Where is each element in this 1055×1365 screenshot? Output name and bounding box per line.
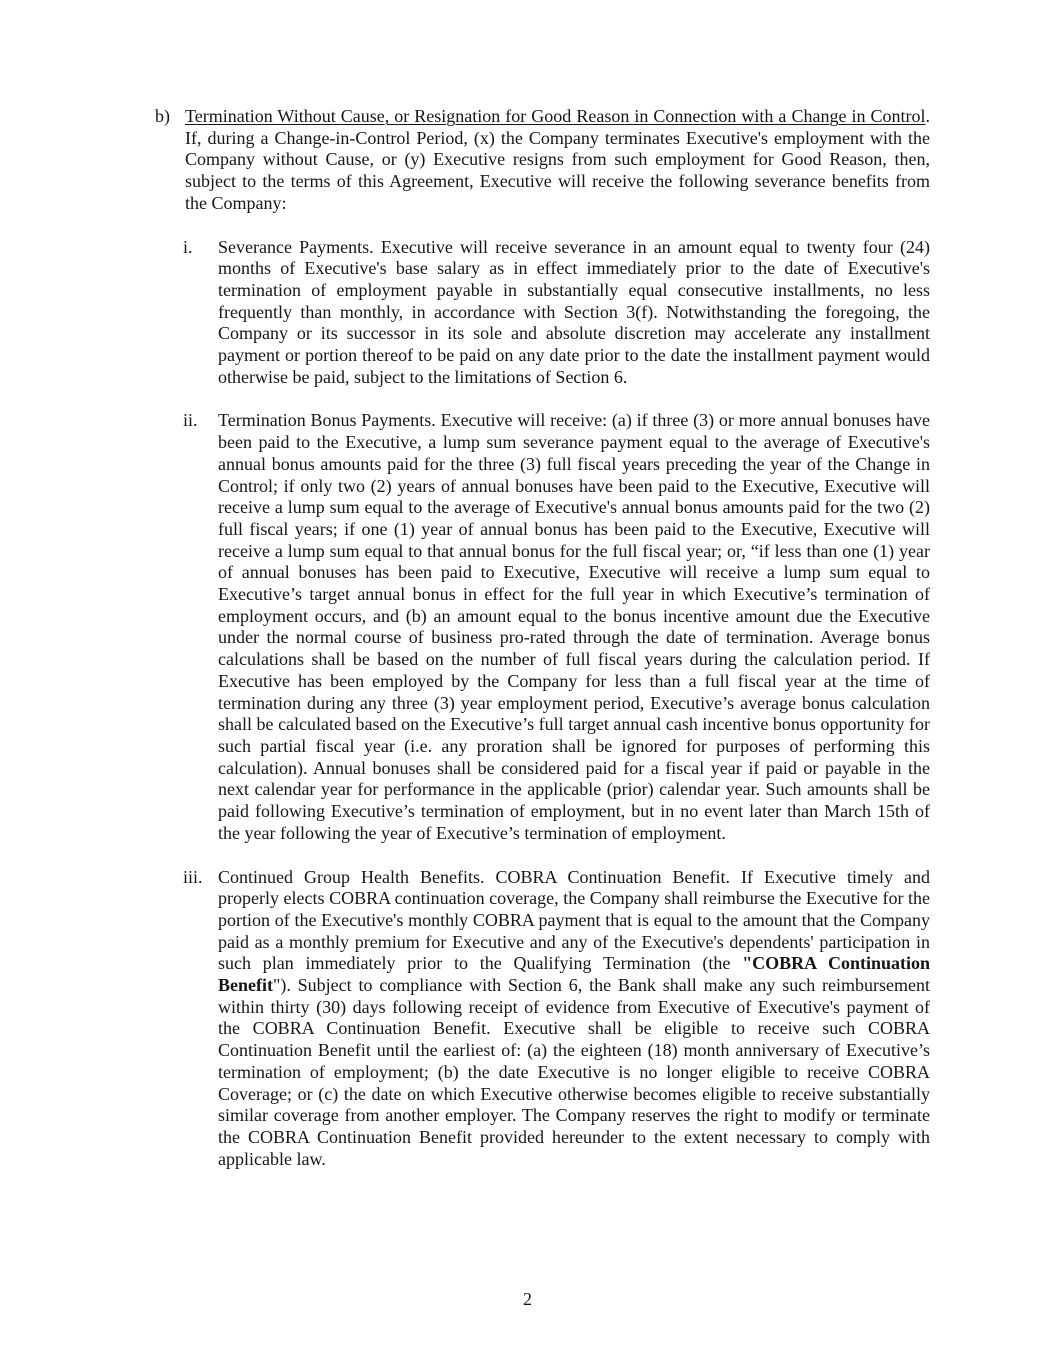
item-marker-i: i. <box>183 236 193 257</box>
severance-payments-text: Severance Payments. Executive will receive severance in an amount equal to twenty four (24) months of Executive's base salary as in effect immediately prior to the date of Executive's termination of employment payable in substantially equal consecutive installments, no less frequently than monthly, in accordance with Section 3(f). Notwithstanding the foregoing, the Company or its successor in its sole and absolute discretion may accelerate any installment payment or portion thereof to be paid on any date prior to the date the installment payment would otherwise be paid, subject to the limitations of Section 6. <box>218 236 930 387</box>
section-b-intro: . If, during a Change-in-Control Period, (x) the Company terminates Executive's employment with the Company without Cause, or (y) Executive resigns from such employment for Good Reason, then, subject to the terms of this Agreement, Executive will receive the following severance benefits from the Company: <box>185 106 930 213</box>
item-marker-ii: ii. <box>183 410 198 431</box>
continued-group-health-benefits-text <box>218 867 930 1171</box>
document-content <box>155 106 930 1170</box>
continued-group-health-benefits-item <box>183 867 930 1171</box>
cobra-defined-term: "COBRA Continuation Benefit <box>218 953 930 996</box>
cobra-text-after-defined-term: "). Subject to compliance with Section 6, the Bank shall make any such reimbursement within thirty (30) days following receipt of evidence from Executive of Executive's payment of the COBRA Continuation Benefit. Executive shall be eligible to receive such COBRA Continuation Benefit until the earliest of: (a) the eighteen (18) month anniversary of Executive’s termination of employment; (b) the date Executive is no longer eligible to receive COBRA Coverage; or (c) the date on which Executive otherwise becomes eligible to receive substantially similar coverage from another employer. The Company reserves the right to modify or terminate the COBRA Continuation Benefit provided hereunder to the extent necessary to comply with applicable law. <box>218 975 930 1169</box>
termination-bonus-payments-text: Termination Bonus Payments. Executive will receive: (a) if three (3) or more annual bonuses have been paid to the Executive, a lump sum severance payment equal to the average of Executive's annual bonus amounts paid for the three (3) full fiscal years preceding the year of the Change in Control; if only two (2) years of annual bonuses have been paid to the Executive, Executive will receive a lump sum equal to the average of Executive's annual bonus amounts paid for the two (2) full fiscal years; if one (1) year of annual bonus has been paid to the Executive, Executive will receive a lump sum equal to that annual bonus for the full fiscal year; or, “if less than one (1) year of annual bonuses has been paid to Executive, Executive will receive a lump sum equal to Executive’s target annual bonus in effect for the full year in which Executive’s termination of employment occurs, and (b) an amount equal to the bonus incentive amount due the Executive under the normal course of business pro-rated through the date of termination. Average bonus calculations shall be based on the number of full fiscal years during the calculation period. If Executive has been employed by the Company for less than a full fiscal year at the time of termination during any three (3) year employment period, Executive’s average bonus calculation shall be calculated based on the Executive’s full target annual cash incentive bonus opportunity for such partial fiscal year (i.e. any proration shall be ignored for purposes of performing this calculation). Annual bonuses shall be considered paid for a fiscal year if paid or payable in the next calendar year for performance in the applicable (prior) calendar year. Such amounts shall be paid following Executive’s termination of employment, but in no event later than March 15th of the year following the year of Executive’s termination of employment. <box>218 410 930 843</box>
section-b-marker: b) <box>155 106 170 126</box>
severance-payments-item <box>183 237 930 389</box>
page-number: 2 <box>523 1289 532 1309</box>
section-b-heading: Termination Without Cause, or Resignation for Good Reason in Connection with a Change in Control <box>185 106 926 126</box>
termination-bonus-payments-item <box>183 410 930 844</box>
item-marker-iii: iii. <box>183 866 203 887</box>
section-b <box>155 106 930 215</box>
section-b-paragraph <box>185 106 930 215</box>
cobra-text-before-defined-term: Continued Group Health Benefits. COBRA Continuation Benefit. If Executive timely and properly elects COBRA continuation coverage, the Company shall reimburse the Executive for the portion of the Executive's monthly COBRA payment that is equal to the amount that the Company paid as a monthly premium for Executive and any of the Executive's dependents' participation in such plan immediately prior to the Qualifying Termination (the <box>218 866 930 974</box>
